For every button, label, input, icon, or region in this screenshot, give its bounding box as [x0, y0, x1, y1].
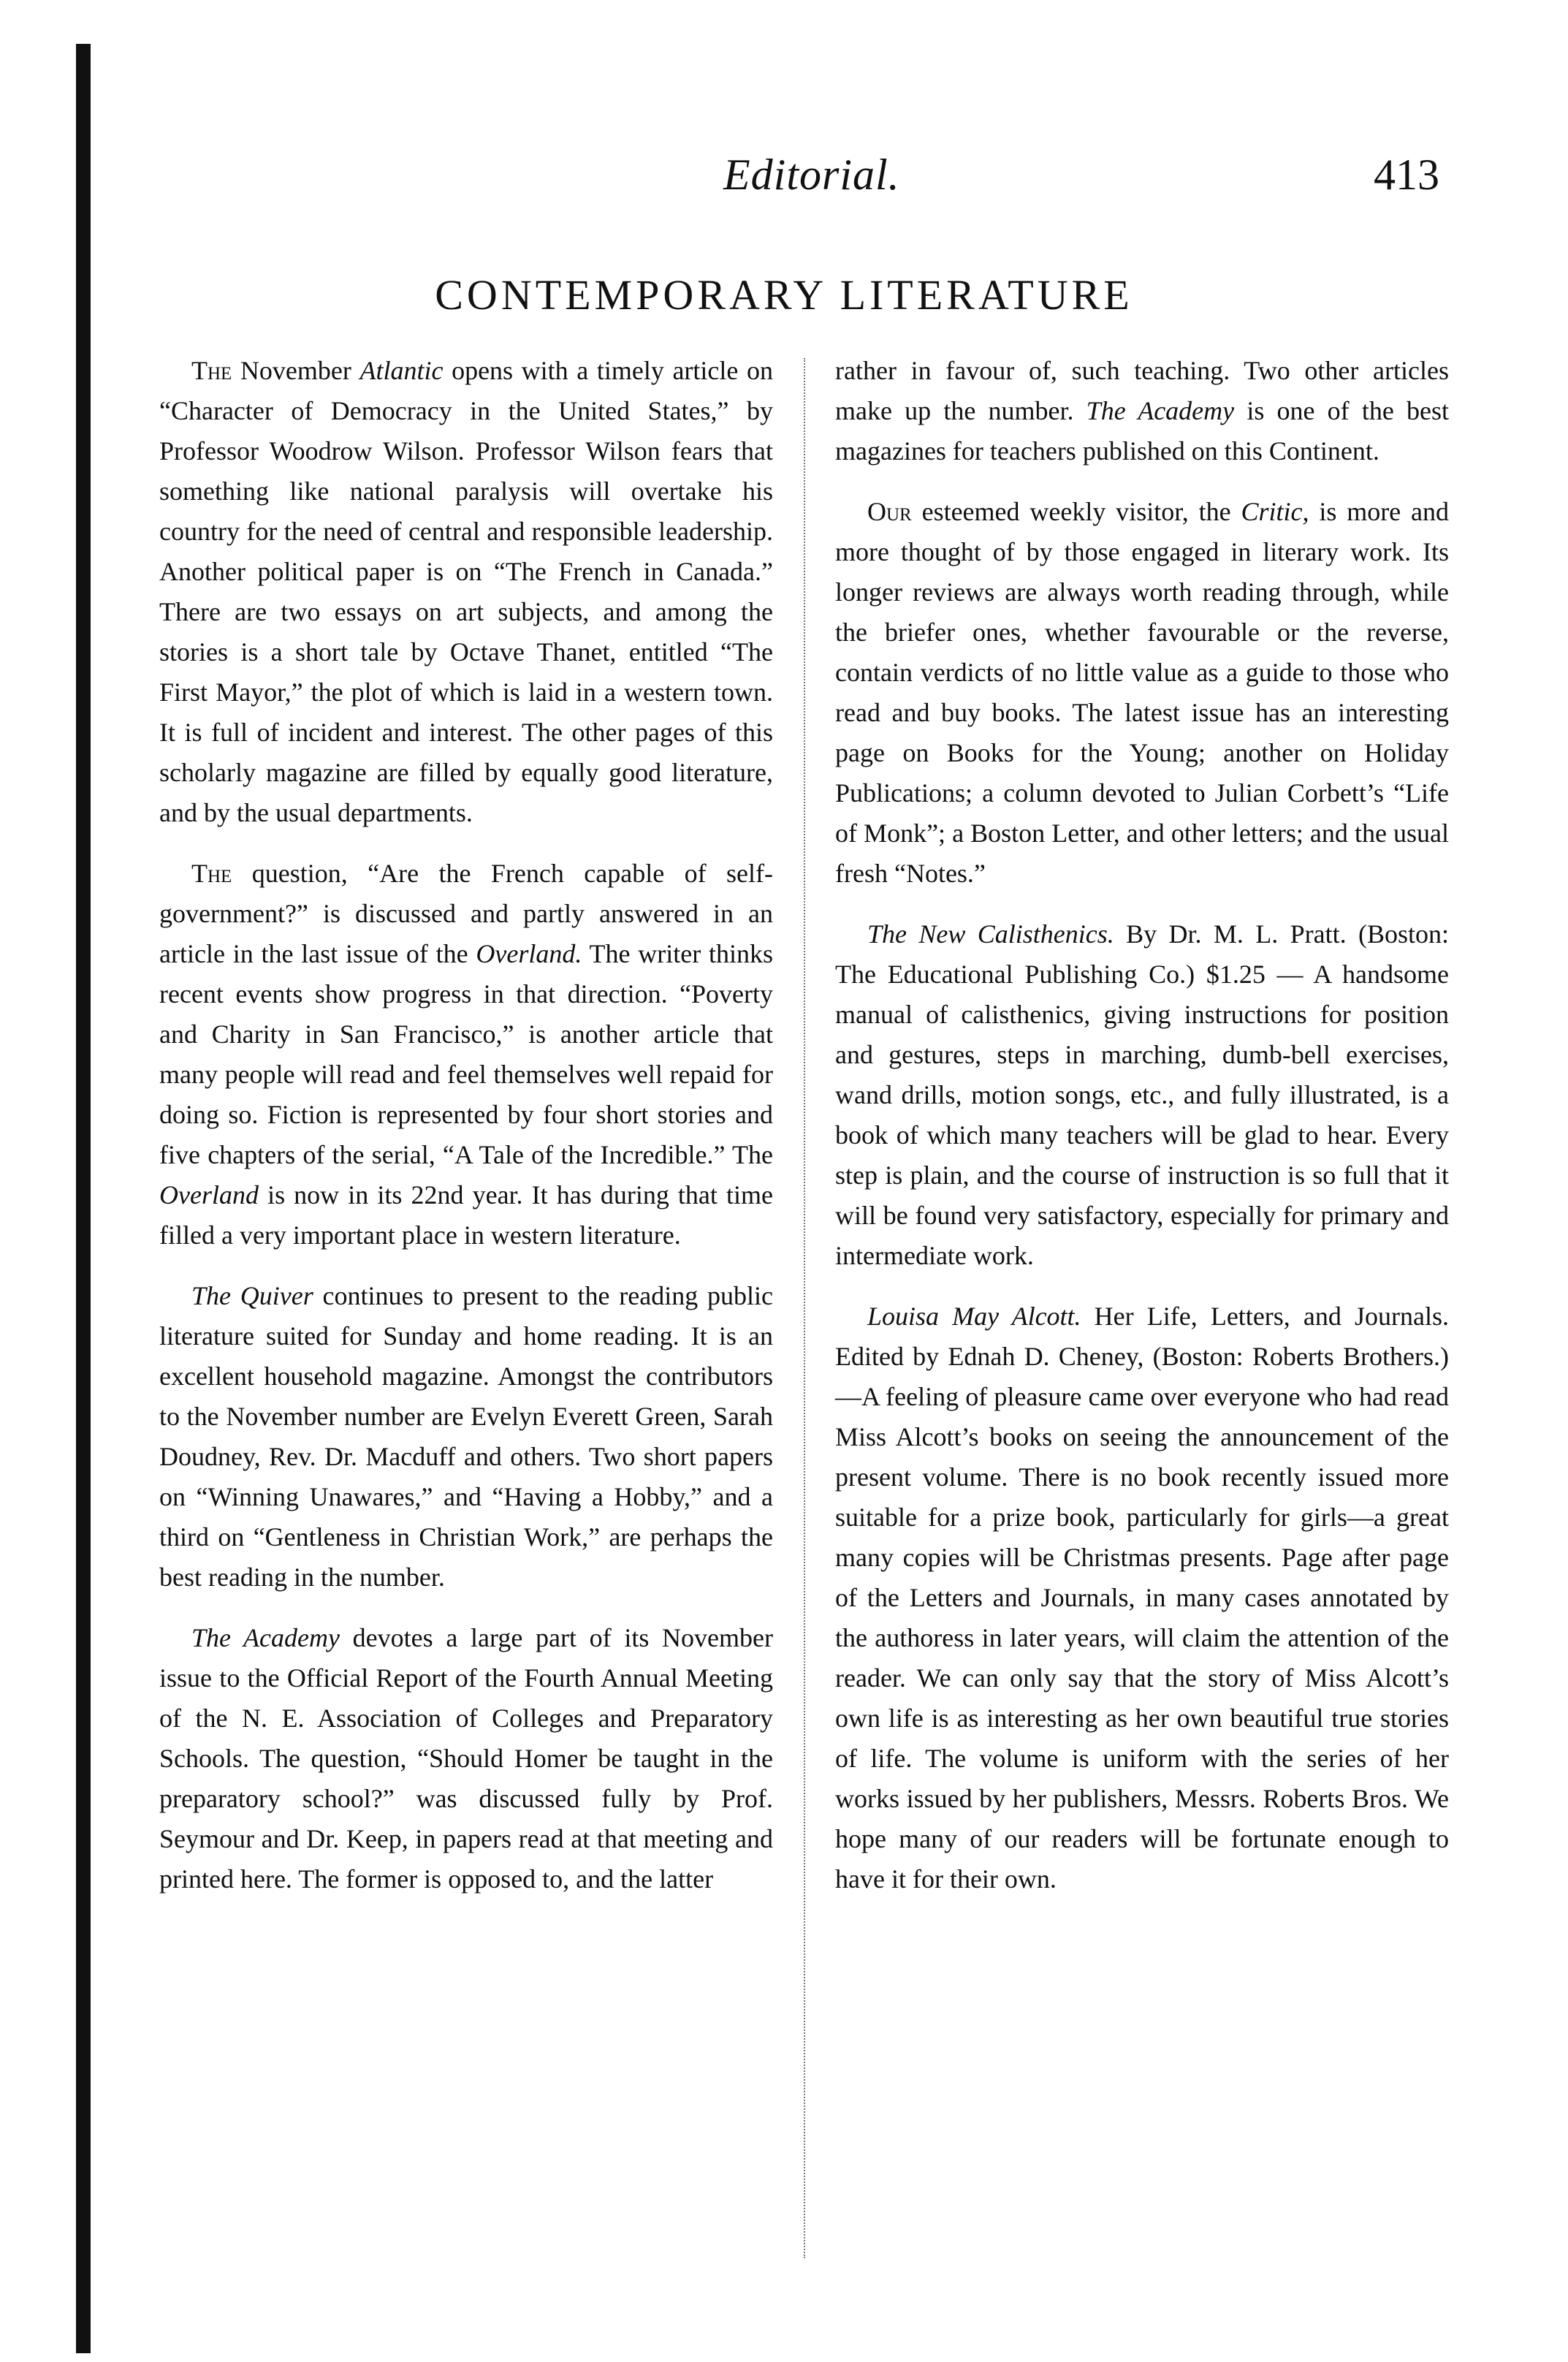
text-run: opens with a timely article on “Character of Democracy in the United States,” by Professor Woodrow Wilson. Professor Wilson fears that something like national paralysis will overtake his country for the need of central and responsible leadership. Another political paper is on “The French in Canada.” There are two essays on art subjects, and among the stories is a short tale by Octave Thanet, entitled “The First Mayor,” the plot of which is laid in a western town. It is full of incident and interest. The other pages of this scholarly magazine are filled by equally good literature, and by the usual departments. — [159, 356, 773, 827]
text-run: question, “Are the French capable of self-government?” is discussed and partly answered in an article in the last issue of the — [159, 859, 773, 968]
small-caps-lead: The — [191, 356, 232, 385]
text-run: is one of the best magazines for teachers published on this Continent. — [835, 396, 1450, 466]
text-run: Her Life, Letters, and Journals. Edited by Ednah D. Cheney, (Boston: Roberts Brothers.)—A feeling of pleasure came over everyone who had read Miss Alcott’s books on seeing the announcement of the present volume. There is no book recently issued more suitable for a prize book, particularly for girls—a great many copies will be Christmas presents. Page after page of the Letters and Journals, in many cases annotated by the authoress in later years, will claim the attention of the reader. We can only say that the story of Miss Alcott’s own life is as interesting as her own beautiful true stories of life. The volume is uniform with the series of her works issued by her publishers, Messrs. Roberts Bros. We hope many of our readers will be fortunate enough to have it for their own. — [835, 1302, 1449, 1894]
text-columns — [159, 351, 1449, 2309]
paragraph-academy — [159, 1618, 773, 1899]
paragraph-atlantic — [159, 351, 773, 833]
binding-edge — [76, 44, 91, 2353]
right-column — [835, 351, 1449, 1920]
italic-title: Critic, — [1241, 497, 1309, 526]
text-run: rather in favour of, such teaching. Two other articles make up the number. — [835, 356, 1449, 425]
italic-title: The Quiver — [191, 1281, 313, 1310]
small-caps-lead: Our — [867, 497, 912, 526]
italic-title: Overland. — [476, 939, 582, 968]
text-run: is now in its 22nd year. It has during that time filled a very important place in western literature. — [159, 1180, 773, 1250]
italic-title: The Academy — [1086, 396, 1235, 425]
section-title: CONTEMPORARY LITERATURE — [435, 271, 1133, 319]
text-run: continues to present to the reading public literature suited for Sunday and home reading. It is an excellent household magazine. Amongst the contributors to the November number are Evelyn Everett Green, Sarah Doudney, Rev. Dr. Macduff and others. Two short papers on “Winning Unawares,” and “Having a Hobby,” and a third on “Gentleness in Christian Work,” are perhaps the best reading in the number. — [159, 1281, 774, 1592]
italic-title: Louisa May Alcott. — [867, 1302, 1081, 1331]
italic-title: The New Calisthenics. — [867, 919, 1114, 949]
paragraph-alcott — [835, 1296, 1449, 1899]
paragraph-academy-cont — [835, 351, 1449, 471]
italic-title: Atlantic — [359, 356, 444, 385]
text-run: The writer thinks recent events show progress in that direction. “Poverty and Charity in San Francisco,” is another article that many people will read and feel themselves well repaid for doing so. Fiction is represented by four short stories and five chapters of the serial, “A Tale of the Incredible.” The — [159, 939, 773, 1169]
left-column — [159, 351, 773, 1920]
paragraph-critic — [835, 492, 1449, 894]
text-run: esteemed weekly visitor, the — [911, 497, 1241, 526]
italic-title: Overland — [159, 1180, 259, 1210]
paragraph-overland — [159, 854, 773, 1256]
column-divider — [804, 358, 805, 2258]
text-run: By Dr. M. L. Pratt. (Boston: The Educational Publishing Co.) $1.25 — A handsome manual of calisthenics, giving instructions for position and gestures, steps in marching, dumb-bell exercises, wand drills, motion songs, etc., and fully illustrated, is a book of which many teachers will be glad to hear. Every step is plain, and the course of instruction is so full that it will be found very satisfactory, especially for primary and intermediate work. — [835, 919, 1449, 1270]
text-run: November — [232, 356, 360, 385]
text-run: is more and more thought of by those engaged in literary work. Its longer reviews are always worth reading through, while the briefer ones, whether favourable or the reverse, contain verdicts of no little value as a guide to those who read and buy books. The latest issue has an interesting page on Books for the Young; another on Holiday Publications; a column devoted to Julian Corbett’s “Life of Monk”; a Boston Letter, and other letters; and the usual fresh “Notes.” — [835, 497, 1449, 888]
italic-title: The Academy — [191, 1623, 340, 1652]
small-caps-lead: The — [191, 859, 232, 888]
running-head: Editorial. — [723, 151, 900, 199]
paragraph-calisthenics — [835, 914, 1449, 1276]
page-number: 413 — [1374, 151, 1439, 199]
running-header — [0, 150, 1568, 216]
text-run: devotes a large part of its November issue to the Official Report of the Fourth Annual Meeting of the N. E. Association of Colleges and Preparatory Schools. The question, “Should Homer be taught in the preparatory school?” was discussed fully by Prof. Seymour and Dr. Keep, in papers read at that meeting and printed here. The former is opposed to, and the latter — [159, 1623, 773, 1894]
paragraph-quiver — [159, 1276, 773, 1598]
